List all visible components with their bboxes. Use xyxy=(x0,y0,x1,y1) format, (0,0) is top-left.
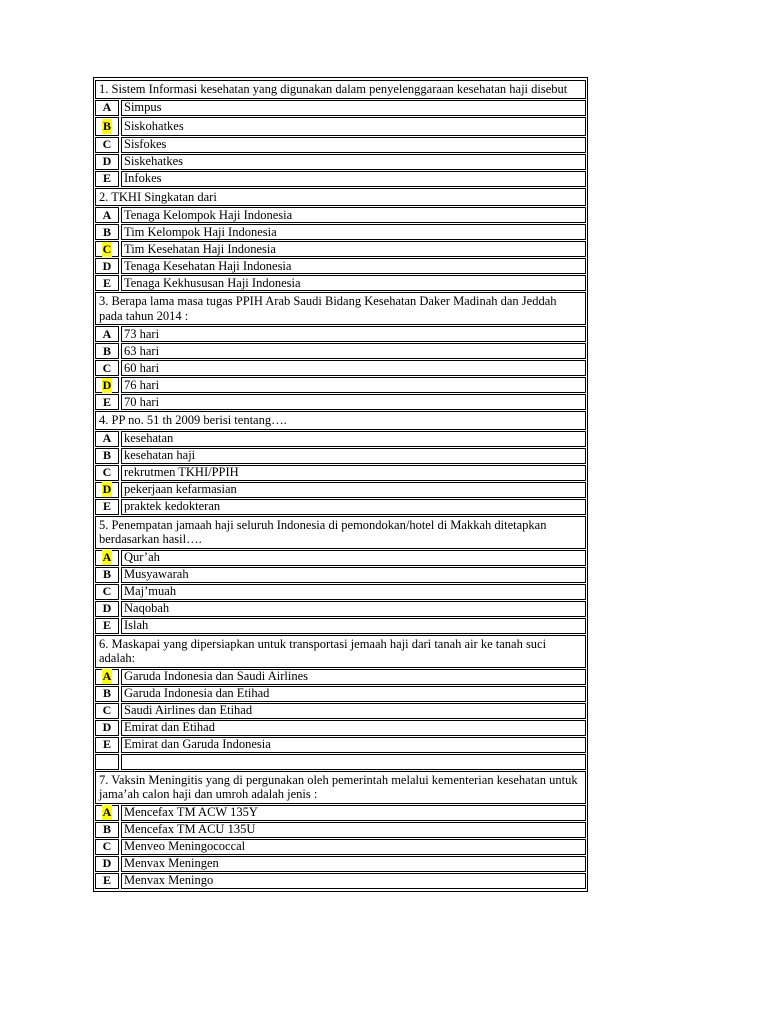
empty-cell xyxy=(121,754,586,770)
option-text: Siskehatkes xyxy=(121,154,586,170)
option-letter: C xyxy=(102,839,112,853)
option-letter-cell xyxy=(95,737,119,753)
option-text: 60 hari xyxy=(121,360,586,376)
option-text: Saudi Airlines dan Etihad xyxy=(121,703,586,719)
option-row xyxy=(95,171,586,187)
option-text: Simpus xyxy=(121,100,586,116)
option-letter-cell xyxy=(95,326,119,342)
option-letter-cell xyxy=(95,703,119,719)
option-letter-cell xyxy=(95,873,119,889)
option-text: Tim Kesehatan Haji Indonesia xyxy=(121,241,586,257)
option-row xyxy=(95,686,586,702)
option-letter-cell xyxy=(95,360,119,376)
option-row xyxy=(95,137,586,153)
question-5: 5. Penempatan jamaah haji seluruh Indonesia di pemondokan/hotel di Makkah ditetapkan berdasarkan hasil…. xyxy=(95,516,586,549)
option-letter: C xyxy=(102,465,112,479)
option-row xyxy=(95,465,586,481)
option-row xyxy=(95,584,586,600)
answer-highlight: A xyxy=(102,550,112,564)
option-letter: B xyxy=(102,686,111,700)
option-row xyxy=(95,224,586,240)
option-letter-cell xyxy=(95,154,119,170)
option-letter-cell xyxy=(95,137,119,153)
option-row xyxy=(95,343,586,359)
option-text: Emirat dan Etihad xyxy=(121,720,586,736)
option-text: Menveo Meningococcal xyxy=(121,839,586,855)
option-row xyxy=(95,839,586,855)
option-row xyxy=(95,720,586,736)
option-letter-cell xyxy=(95,448,119,464)
option-letter-cell xyxy=(95,618,119,634)
option-row xyxy=(95,737,586,753)
option-letter-cell xyxy=(95,275,119,291)
option-row xyxy=(95,431,586,447)
option-letter-cell xyxy=(95,100,119,116)
option-text: praktek kedokteran xyxy=(121,499,586,515)
option-letter-cell xyxy=(95,465,119,481)
option-row xyxy=(95,326,586,342)
option-text: pekerjaan kefarmasian xyxy=(121,482,586,498)
option-letter-cell xyxy=(95,377,119,393)
option-letter-cell xyxy=(95,686,119,702)
option-letter: C xyxy=(102,360,112,375)
option-text: kesehatan haji xyxy=(121,448,586,464)
option-row xyxy=(95,550,586,566)
option-letter-cell xyxy=(95,482,119,498)
option-letter-cell xyxy=(95,584,119,600)
option-row xyxy=(95,241,586,257)
option-text: 63 hari xyxy=(121,343,586,359)
option-text: Qur’ah xyxy=(121,550,586,566)
option-letter: A xyxy=(102,100,112,114)
option-letter-cell xyxy=(95,431,119,447)
option-text: 73 hari xyxy=(121,326,586,342)
option-row xyxy=(95,482,586,498)
option-letter: A xyxy=(102,431,112,445)
answer-highlight: A xyxy=(102,805,112,819)
option-row xyxy=(95,207,586,223)
option-text: Islah xyxy=(121,618,586,634)
option-letter-cell xyxy=(95,117,119,136)
option-text: rekrutmen TKHI/PPIH xyxy=(121,465,586,481)
option-text: Garuda Indonesia dan Saudi Airlines xyxy=(121,669,586,685)
option-text: Tim Kelompok Haji Indonesia xyxy=(121,224,586,240)
option-row xyxy=(95,117,586,136)
option-letter-cell xyxy=(95,258,119,274)
option-row xyxy=(95,567,586,583)
option-text: Musyawarah xyxy=(121,567,586,583)
empty-row xyxy=(95,754,586,770)
option-letter: B xyxy=(102,343,111,358)
option-row xyxy=(95,394,586,410)
option-text: Mencefax TM ACU 135U xyxy=(121,822,586,838)
option-letter-cell xyxy=(95,720,119,736)
option-letter-cell xyxy=(95,550,119,566)
option-letter: D xyxy=(102,601,112,615)
option-row xyxy=(95,275,586,291)
option-letter: D xyxy=(102,720,112,734)
option-letter-cell xyxy=(95,343,119,359)
option-text: Tenaga Kesehatan Haji Indonesia xyxy=(121,258,586,274)
answer-highlight: C xyxy=(102,241,112,256)
question-2: 2. TKHI Singkatan dari xyxy=(95,188,586,207)
option-letter: E xyxy=(102,499,111,513)
question-1: 1. Sistem Informasi kesehatan yang digunakan dalam penyelenggaraan kesehatan haji disebut xyxy=(95,80,586,99)
answer-highlight: A xyxy=(102,669,112,683)
option-letter-cell xyxy=(95,856,119,872)
option-row xyxy=(95,499,586,515)
option-letter-cell xyxy=(95,207,119,223)
option-row xyxy=(95,258,586,274)
option-row xyxy=(95,618,586,634)
option-letter-cell xyxy=(95,224,119,240)
option-letter: B xyxy=(102,224,111,239)
option-letter: C xyxy=(102,703,112,717)
answer-highlight: D xyxy=(102,377,112,392)
quiz-document xyxy=(93,77,588,892)
option-letter-cell xyxy=(95,171,119,187)
option-text: Emirat dan Garuda Indonesia xyxy=(121,737,586,753)
option-row xyxy=(95,805,586,821)
option-letter: D xyxy=(102,154,112,168)
option-row xyxy=(95,822,586,838)
option-row xyxy=(95,448,586,464)
option-row xyxy=(95,154,586,170)
question-4: 4. PP no. 51 th 2009 berisi tentang…. xyxy=(95,411,586,430)
option-letter: E xyxy=(102,873,111,887)
option-row xyxy=(95,377,586,393)
option-letter: E xyxy=(102,618,111,632)
option-text: Infokes xyxy=(121,171,586,187)
option-letter-cell xyxy=(95,394,119,410)
option-letter: E xyxy=(102,275,111,290)
option-letter: C xyxy=(102,584,112,598)
option-letter-cell xyxy=(95,601,119,617)
question-7: 7. Vaksin Meningitis yang di pergunakan oleh pemerintah melalui kementerian kesehatan untuk jama’ah calon haji dan umroh adalah jenis : xyxy=(95,771,586,804)
option-letter: B xyxy=(102,448,111,462)
option-letter: D xyxy=(102,258,112,273)
option-row xyxy=(95,703,586,719)
option-letter: B xyxy=(102,567,111,581)
empty-cell xyxy=(95,754,119,770)
option-text: Siskohatkes xyxy=(121,117,586,136)
option-text: Naqobah xyxy=(121,601,586,617)
option-text: Garuda Indonesia dan Etihad xyxy=(121,686,586,702)
option-letter: A xyxy=(102,207,112,222)
option-letter-cell xyxy=(95,567,119,583)
option-text: Sisfokes xyxy=(121,137,586,153)
option-letter-cell xyxy=(95,805,119,821)
option-letter-cell xyxy=(95,241,119,257)
option-letter: E xyxy=(102,171,111,185)
option-text: Tenaga Kekhususan Haji Indonesia xyxy=(121,275,586,291)
question-3: 3. Berapa lama masa tugas PPIH Arab Saudi Bidang Kesehatan Daker Madinah dan Jeddah pada tahun 2014 : xyxy=(95,292,586,325)
answer-highlight: B xyxy=(102,118,111,133)
option-letter-cell xyxy=(95,839,119,855)
option-letter-cell xyxy=(95,669,119,685)
option-text: 70 hari xyxy=(121,394,586,410)
option-text: Tenaga Kelompok Haji Indonesia xyxy=(121,207,586,223)
option-letter: E xyxy=(102,737,111,751)
answer-highlight: D xyxy=(102,482,112,496)
option-letter: B xyxy=(102,822,111,836)
option-text: Menvax Meningo xyxy=(121,873,586,889)
option-text: 76 hari xyxy=(121,377,586,393)
option-text: Mencefax TM ACW 135Y xyxy=(121,805,586,821)
option-text: kesehatan xyxy=(121,431,586,447)
option-row xyxy=(95,360,586,376)
option-text: Maj’muah xyxy=(121,584,586,600)
option-row xyxy=(95,873,586,889)
option-row xyxy=(95,601,586,617)
option-letter: C xyxy=(102,137,112,151)
option-letter: A xyxy=(102,326,112,341)
option-text: Menvax Meningen xyxy=(121,856,586,872)
option-row xyxy=(95,100,586,116)
option-letter: D xyxy=(102,856,112,870)
option-row xyxy=(95,669,586,685)
question-6: 6. Maskapai yang dipersiapkan untuk transportasi jemaah haji dari tanah air ke tanah suci adalah: xyxy=(95,635,586,668)
option-letter-cell xyxy=(95,822,119,838)
option-row xyxy=(95,856,586,872)
option-letter-cell xyxy=(95,499,119,515)
option-letter: E xyxy=(102,394,111,409)
